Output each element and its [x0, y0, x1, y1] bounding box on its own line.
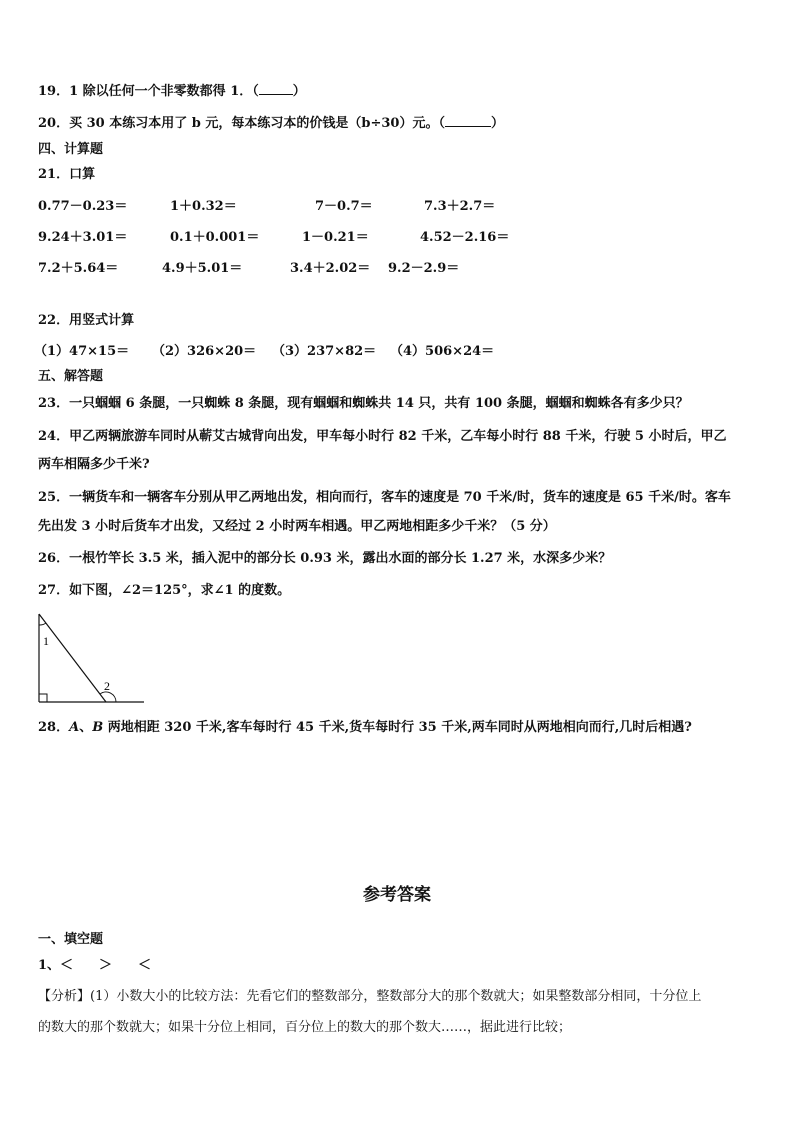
angle-1-arc	[39, 623, 46, 625]
question-20-text: 20．买 30 本练习本用了 b 元，每本练习本的价钱是（b÷30）元。（	[38, 116, 445, 131]
question-26: 26．一根竹竿长 3.5 米，插入泥中的部分长 0.93 米，露出水面的部分长 1.27 米，水深多少米？	[38, 551, 612, 566]
question-28-text: 两地相距 320 千米,客车每时行 45 千米,货车每时行 35 千米,两车同时从两地相向而行,几时后相遇?	[103, 720, 692, 735]
oral-item: 4.52－2.16＝	[420, 230, 510, 245]
question-19-close: ）	[292, 84, 306, 99]
question-21: 21．口算	[38, 167, 96, 182]
oral-item: 9.24＋3.01＝	[38, 230, 128, 245]
separator: 、	[79, 720, 93, 735]
point-a: A	[69, 720, 80, 735]
oral-item: 4.9＋5.01＝	[162, 261, 243, 276]
oral-item: 0.1＋0.001＝	[170, 230, 260, 245]
analysis-line2: 的数大的那个数就大；如果十分位上相同，百分位上的数大的那个数大……，据此进行比较；	[38, 1020, 572, 1035]
question-19	[38, 82, 306, 101]
answer-1: 1、＜ ＞ ＜	[38, 958, 152, 973]
section-heading-word-problems: 五、解答题	[38, 369, 104, 384]
question-23: 23．一只蝈蝈 6 条腿，一只蜘蛛 8 条腿，现有蝈蝈和蜘蛛共 14 只，共有 100 条腿，蝈蝈和蜘蛛各有多少只？	[38, 396, 689, 411]
oral-item: 9.2－2.9＝	[388, 261, 460, 276]
angle-2-label: 2	[104, 679, 110, 693]
question-20	[38, 114, 504, 133]
oral-item: 7.3＋2.7＝	[424, 199, 496, 214]
answer-blank[interactable]	[445, 114, 491, 127]
point-b: B	[92, 720, 104, 735]
vertical-calc-item: （1）47×15＝	[34, 344, 130, 359]
oral-item: 0.77－0.23＝	[38, 199, 128, 214]
question-20-close: ）	[490, 116, 504, 131]
section-heading-calculation: 四、计算题	[38, 142, 104, 157]
question-28-number: 28．	[38, 720, 70, 735]
question-19-text: 19．1 除以任何一个非零数都得 1．（	[38, 84, 259, 99]
triangle-figure	[30, 608, 150, 708]
oral-item: 7－0.7＝	[315, 199, 373, 214]
question-24-line1: 24．甲乙两辆旅游车同时从蕲艾古城背向出发，甲车每小时行 82 千米，乙车每小时行 88 千米，行驶 5 小时后，甲乙	[38, 429, 727, 444]
vertical-calc-item: （4）506×24＝	[390, 344, 495, 359]
section-heading-fill-blanks: 一、填空题	[38, 932, 104, 947]
vertical-calc-item: （2）326×20＝	[152, 344, 257, 359]
oral-item: 7.2＋5.64＝	[38, 261, 119, 276]
oral-item: 1－0.21＝	[302, 230, 369, 245]
question-25-line1: 25．一辆货车和一辆客车分别从甲乙两地出发，相向而行，客车的速度是 70 千米/时，货车的速度是 65 千米/时。客车	[38, 490, 731, 505]
right-angle-mark	[39, 694, 47, 702]
analysis-line1: 【分析】(1）小数大小的比较方法：先看它们的整数部分，整数部分大的那个数就大；如果整数部分相同，十分位上	[38, 989, 702, 1004]
oral-item: 1＋0.32＝	[170, 199, 237, 214]
oral-item: 3.4＋2.02＝	[290, 261, 371, 276]
answer-blank[interactable]	[259, 82, 293, 95]
question-28	[38, 719, 692, 737]
question-27: 27．如下图，∠2＝125°，求∠1 的度数。	[38, 583, 291, 598]
question-24-line2: 两车相隔多少千米?	[38, 457, 150, 472]
question-25-line2: 先出发 3 小时后货车才出发，又经过 2 小时两车相遇。甲乙两地相距多少千米？（5 分）	[38, 519, 556, 534]
hypotenuse	[39, 614, 106, 702]
vertical-calc-item: （3）237×82＝	[272, 344, 377, 359]
angle-1-label: 1	[43, 634, 49, 648]
answers-title: 参考答案	[363, 885, 431, 905]
question-22: 22．用竖式计算	[38, 313, 135, 328]
